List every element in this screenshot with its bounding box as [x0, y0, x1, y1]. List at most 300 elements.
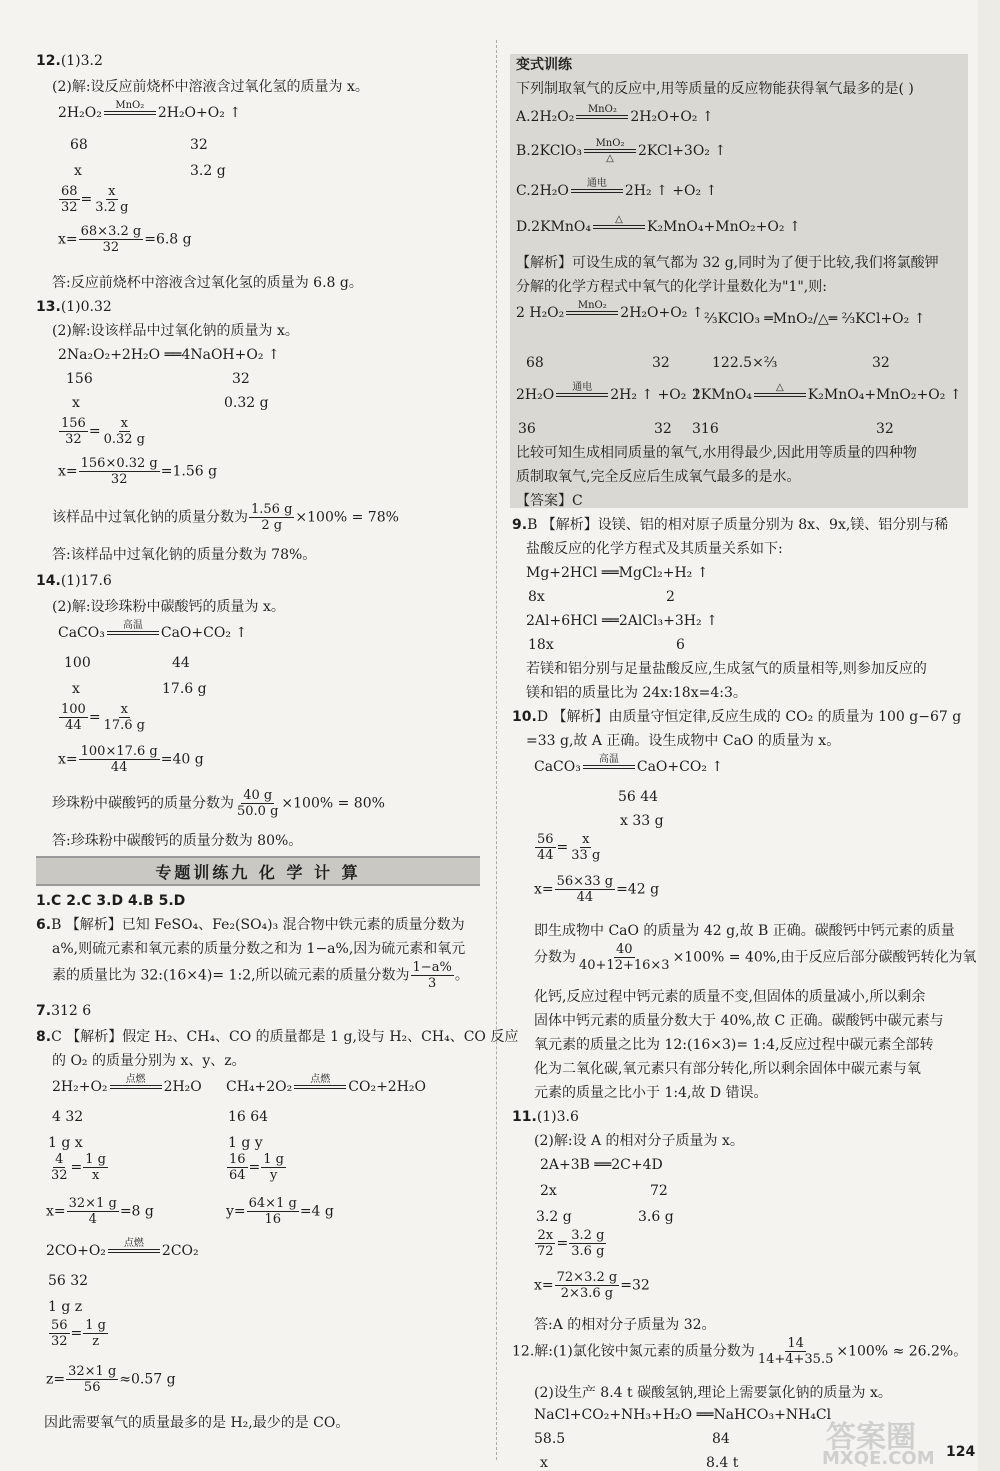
fraction — [756, 1336, 836, 1367]
right-line: 8.4 t — [706, 1455, 739, 1471]
left-line: 2Na₂O₂+2H₂O ══4NaOH+O₂ ↑ — [58, 347, 280, 363]
reaction-condition: MnO₂ — [595, 138, 625, 149]
right-line: 6 — [676, 637, 685, 653]
left-line — [58, 224, 192, 255]
right-line: 56 44 — [618, 789, 659, 805]
numerator: 56 — [537, 832, 554, 847]
right-line: 若镁和铝分别与足量盐酸反应,生成氢气的质量相等,则参加反应的 — [526, 661, 927, 677]
denominator: 44 — [576, 890, 594, 905]
column-divider — [496, 40, 497, 1460]
right-line — [512, 1336, 967, 1367]
numerator: 1 g — [85, 1152, 107, 1167]
numerator: 4 — [55, 1152, 64, 1167]
numerator: 100 — [61, 702, 86, 717]
item-text: (1)3.2 — [60, 53, 103, 69]
denominator: 3 — [428, 976, 437, 991]
equation-right: 2H₂O+O₂ ↑ — [157, 105, 242, 121]
fraction — [49, 1318, 70, 1349]
left-line: 答:珍珠粉中碳酸钙的质量分数为 80%。 — [52, 833, 303, 849]
fraction — [79, 224, 144, 255]
watermark-url: MXQE.COM — [822, 1448, 935, 1469]
fraction — [555, 874, 615, 905]
equals-sign: = — [88, 709, 101, 726]
equals-bar — [108, 1249, 160, 1253]
equation-right: CO₂+2H₂O — [348, 1079, 427, 1095]
left-line: 的 O₂ 的质量分别为 x、y、z。 — [52, 1053, 246, 1069]
reaction-condition: △ — [615, 214, 623, 225]
reaction-condition: MnO₂ — [115, 100, 145, 111]
suffix-text: =8 g — [119, 1203, 154, 1220]
left-line — [52, 788, 385, 819]
equals-bar — [754, 393, 806, 397]
suffix-text: ×100% = 78% — [295, 509, 399, 526]
left-line: 1 g y — [228, 1135, 263, 1151]
numerator: x — [120, 416, 128, 431]
left-line — [48, 1318, 109, 1349]
right-line: Mg+2HCl ══MgCl₂+H₂ ↑ — [526, 565, 709, 581]
numerator: 68×3.2 g — [80, 224, 142, 239]
left-line — [46, 1364, 176, 1395]
fraction — [535, 832, 556, 863]
equals-bar — [294, 1085, 346, 1089]
right-line: 镁和铝的质量比为 24x:18x=4:3。 — [526, 685, 747, 701]
left-line: 因此需要氧气的质量最多的是 H₂,最少的是 CO。 — [44, 1415, 350, 1431]
denominator: 44 — [110, 760, 128, 775]
equation-left: 2H₂O₂ — [58, 105, 102, 121]
equation-right: 2H₂ ↑ +O₂ ↑ — [624, 183, 718, 199]
left-line — [58, 620, 247, 646]
numerator: 1−a% — [412, 960, 452, 975]
denominator: 3.2 g — [95, 200, 129, 215]
reaction-arrow — [576, 104, 628, 130]
right-line: 36 — [518, 421, 536, 437]
left-line: 68 — [70, 137, 88, 153]
fraction — [535, 1228, 556, 1259]
reaction-arrow — [583, 754, 635, 780]
reaction-arrow — [584, 138, 636, 164]
fraction — [59, 184, 80, 215]
prefix-text: x= — [534, 1277, 554, 1294]
prefix-text: 12.解:(1)氯化铵中氮元素的质量分数为 — [512, 1343, 755, 1360]
denominator: 4 — [88, 1212, 97, 1227]
reaction-arrow — [110, 1074, 162, 1100]
left-line — [48, 1152, 109, 1183]
suffix-text: ×100% = 40%,由于反应后部分碳酸钙转化为氧 — [672, 949, 977, 966]
suffix-text: =32 — [620, 1277, 650, 1294]
left-line — [46, 1238, 199, 1264]
item-text: C 【解析】假定 H₂、CH₄、CO 的质量都是 1 g,设与 H₂、CH₄、CO 反应 — [51, 1029, 519, 1045]
left-line: 44 — [172, 655, 190, 671]
left-line: 17.6 g — [162, 681, 207, 697]
numerator: 100×17.6 g — [80, 744, 158, 759]
left-line: 0.32 g — [224, 395, 269, 411]
fraction — [83, 1152, 108, 1183]
left-line: 156 — [66, 371, 93, 387]
denominator: 17.6 g — [103, 718, 145, 733]
item-text: 312 6 — [51, 1003, 92, 1019]
right-line: (2)设生产 8.4 t 碳酸氢钠,理论上需要氯化钠的质量为 x。 — [534, 1385, 892, 1401]
left-line: x — [74, 163, 82, 179]
denominator: z — [92, 1334, 100, 1349]
denominator: 32 — [61, 200, 78, 215]
right-line: 8x — [528, 589, 545, 605]
fraction — [49, 1152, 70, 1183]
left-line: (2)解:设珍珠粉中碳酸钙的质量为 x。 — [52, 599, 285, 615]
denominator: 16 — [264, 1212, 281, 1227]
item-text: B 【解析】已知 FeSO₄、Fe₂(SO₄)₃ 混合物中铁元素的质量分数为 — [51, 917, 465, 933]
right-line: 122.5×⅔ — [712, 355, 778, 371]
numerator: 16 — [229, 1152, 246, 1167]
right-line: 氧元素的质量之比为 12:(16×3)= 1:4,反应过程中碳元素全部转 — [534, 1037, 934, 1053]
right-line: NaCl+CO₂+NH₃+H₂O ══NaHCO₃+NH₄Cl — [534, 1407, 832, 1423]
denominator: 32 — [65, 432, 82, 447]
numerator: x — [108, 184, 116, 199]
equals-bar — [556, 393, 608, 397]
right-line: ⅔KClO₃ ═MnO₂/△═ ⅔KCl+O₂ ↑ — [704, 311, 926, 327]
item-text: (1)0.32 — [60, 299, 112, 315]
suffix-text: 。 — [454, 967, 469, 984]
right-line: 分解的化学方程式中氧气的化学计量数化为"1",则: — [516, 279, 827, 295]
numerator: 156 — [61, 416, 86, 431]
reaction-condition: 高温 — [122, 620, 143, 631]
left-line — [36, 916, 465, 934]
reaction-condition: 点燃 — [123, 1238, 144, 1249]
left-line — [58, 100, 241, 126]
equation-left: CaCO₃ — [534, 759, 581, 775]
equals-sign: = — [80, 191, 93, 208]
equation-left: 2H₂O — [516, 387, 555, 403]
prefix-text: 分数为 — [534, 949, 576, 966]
equation-left: 2 H₂O₂ — [516, 305, 565, 321]
left-line — [58, 744, 204, 775]
section-banner: 专题训练九 化 学 计 算 — [36, 856, 480, 886]
reaction-arrow — [294, 1074, 346, 1100]
right-line: x — [540, 1455, 548, 1471]
item-number: 9. — [512, 517, 528, 533]
numerator: 64×1 g — [248, 1196, 297, 1211]
right-line: 答:A 的相对分子质量为 32。 — [534, 1317, 716, 1333]
reaction-condition: 点燃 — [310, 1074, 331, 1085]
page-number: 124 — [946, 1444, 976, 1460]
numerator: x — [120, 702, 128, 717]
reaction-arrow — [754, 382, 806, 408]
fraction — [569, 832, 602, 863]
item-text: D 【解析】由质量守恒定律,反应生成的 CO₂ 的质量为 100 g−67 g — [536, 709, 962, 725]
fraction — [569, 1228, 606, 1259]
prefix-text: x= — [58, 463, 78, 480]
left-line — [58, 416, 148, 447]
left-line: 答:该样品中过氧化钠的质量分数为 78%。 — [52, 547, 317, 563]
left-line — [226, 1152, 287, 1183]
fraction — [66, 1364, 118, 1395]
numerator: 40 — [616, 942, 633, 957]
prefix-text: x= — [58, 751, 78, 768]
numerator: 14 — [787, 1336, 804, 1351]
denominator: 50.0 g — [237, 804, 279, 819]
equation-right: 2CO₂ — [161, 1243, 199, 1259]
denominator: 32 — [51, 1168, 68, 1183]
right-line — [534, 754, 723, 780]
reaction-condition: MnO₂ — [577, 300, 607, 311]
equation-right: 2H₂O+O₂ ↑ — [630, 109, 714, 125]
left-line — [36, 298, 112, 316]
item-number: 12. — [36, 53, 61, 69]
equation-left: 2KMnO₄ — [692, 387, 752, 403]
left-line — [58, 184, 131, 215]
equation-right: 2H₂O+O₂ ↑ — [620, 305, 704, 321]
left-line: 答:反应前烧杯中溶液含过氧化氢的质量为 6.8 g。 — [52, 275, 363, 291]
equals-sign: = — [248, 1159, 261, 1176]
right-line — [516, 104, 714, 130]
denominator: 14+4+35.5 — [757, 1352, 834, 1367]
equals-sign: = — [556, 839, 569, 856]
suffix-text: =42 g — [616, 881, 660, 898]
right-line — [516, 300, 704, 326]
fraction — [79, 456, 160, 487]
right-line: 即生成物中 CaO 的质量为 42 g,故 B 正确。碳酸钙中钙元素的质量 — [534, 923, 955, 939]
right-line: 2 — [666, 589, 675, 605]
right-line — [534, 1270, 650, 1301]
equation-left: CH₄+2O₂ — [226, 1079, 293, 1095]
reaction-arrow — [556, 382, 608, 408]
equals-sign: = — [70, 1159, 83, 1176]
left-line — [226, 1196, 334, 1227]
left-line: 1 g x — [48, 1135, 83, 1151]
denominator: 32 — [51, 1334, 68, 1349]
denominator: 32 — [102, 240, 120, 255]
numerator: x — [582, 832, 590, 847]
right-line: 【答案】C — [516, 493, 583, 509]
left-line: (2)解:设该样品中过氧化钠的质量为 x。 — [52, 323, 299, 339]
reaction-condition: 通电 — [586, 178, 607, 189]
fraction — [227, 1152, 248, 1183]
item-number: 8. — [36, 1029, 52, 1045]
right-line: 3.2 g — [536, 1209, 572, 1225]
reaction-arrow — [593, 214, 645, 240]
item-number: 7. — [36, 1003, 52, 1019]
right-line — [516, 214, 801, 240]
fraction — [83, 1318, 108, 1349]
equation-left: C.2H₂O — [516, 183, 569, 199]
right-line: 【解析】可设生成的氧气都为 32 g,同时为了便于比较,我们将氯酸钾 — [516, 255, 939, 271]
right-line: 316 — [692, 421, 719, 437]
denominator: 32 — [110, 472, 128, 487]
equation-right: K₂MnO₄+MnO₂+O₂ ↑ — [646, 219, 801, 235]
left-line: a%,则硫元素和氧元素的质量分数之和为 1−a%,因为硫元素和氧元 — [52, 941, 466, 957]
numerator: 3.2 g — [571, 1228, 605, 1243]
right-line: 58.5 — [534, 1431, 566, 1447]
fraction — [59, 702, 88, 733]
right-line — [692, 382, 962, 408]
equation-left: D.2KMnO₄ — [516, 219, 591, 235]
denominator: 40+12+16×3 — [579, 958, 670, 973]
equals-bar — [107, 631, 159, 635]
fraction — [79, 744, 160, 775]
reaction-condition: 通电 — [572, 382, 593, 393]
prefix-text: x= — [534, 881, 554, 898]
reaction-arrow — [571, 178, 623, 204]
right-line — [512, 1108, 579, 1126]
right-line: =33 g,故 A 正确。设生成物中 CaO 的质量为 x。 — [526, 733, 841, 749]
item-text: (1)17.6 — [60, 573, 112, 589]
left-line: 16 64 — [228, 1109, 269, 1125]
right-line: 84 — [712, 1431, 730, 1447]
fraction — [67, 1196, 119, 1227]
left-line — [36, 1028, 518, 1046]
fraction — [261, 1152, 286, 1183]
equals-bar — [566, 311, 618, 315]
watermark-logo: 答案圈 — [826, 1420, 916, 1455]
numerator: 32×1 g — [68, 1196, 117, 1211]
left-line: 1.C 2.C 3.D 4.B 5.D — [36, 893, 186, 909]
suffix-text: =1.56 g — [160, 463, 218, 480]
right-line: 2A+3B ══2C+4D — [540, 1157, 663, 1173]
numerator: 2x — [537, 1228, 554, 1243]
fraction — [235, 788, 280, 819]
equals-bar — [104, 111, 156, 115]
item-text: B 【解析】设镁、铝的相对原子质量分别为 8x、9x,镁、铝分别与稀 — [527, 517, 949, 533]
fraction — [93, 184, 130, 215]
item-number: 10. — [512, 709, 537, 725]
left-line: 56 32 — [48, 1273, 89, 1289]
left-line: 32 — [232, 371, 250, 387]
equation-right: K₂MnO₄+MnO₂+O₂ ↑ — [807, 387, 962, 403]
left-line: 3.2 g — [190, 163, 226, 179]
right-line: 2Al+6HCl ══2AlCl₃+3H₂ ↑ — [526, 613, 718, 629]
right-line: 72 — [650, 1183, 668, 1199]
left-line — [36, 52, 103, 70]
denominator: 0.32 g — [103, 432, 145, 447]
equation-left: 2H₂+O₂ — [52, 1079, 108, 1095]
numerator: 1.56 g — [251, 502, 293, 517]
left-line — [58, 456, 217, 487]
equals-bar — [583, 765, 635, 769]
denominator: 56 — [83, 1380, 101, 1395]
denominator: 2×3.6 g — [560, 1286, 614, 1301]
equals-bar — [571, 189, 623, 193]
left-line: 32 — [190, 137, 208, 153]
left-line: 4 32 — [52, 1109, 84, 1125]
right-line — [534, 942, 977, 973]
left-line — [52, 502, 399, 533]
item-number: 13. — [36, 299, 61, 315]
item-number: 6. — [36, 917, 52, 933]
numerator: 72×3.2 g — [556, 1270, 618, 1285]
left-line: x — [72, 395, 80, 411]
fraction — [102, 702, 147, 733]
equation-right: CaO+CO₂ ↑ — [160, 625, 248, 641]
equation-left: A.2H₂O₂ — [516, 109, 575, 125]
suffix-text: =40 g — [160, 751, 204, 768]
right-line: (2)解:设 A 的相对分子质量为 x。 — [534, 1133, 744, 1149]
left-line — [52, 960, 469, 991]
numerator: 1 g — [85, 1318, 107, 1333]
fraction — [577, 942, 672, 973]
right-line — [512, 516, 948, 534]
reaction-condition: △ — [775, 382, 784, 393]
fraction — [249, 502, 294, 533]
reaction-arrow — [107, 620, 159, 646]
numerator: 56×33 g — [556, 874, 614, 889]
equals-sign: = — [70, 1325, 83, 1342]
numerator: 40 g — [243, 788, 273, 803]
item-number: 14. — [36, 573, 61, 589]
denominator: y — [269, 1168, 278, 1183]
right-line — [534, 1228, 607, 1259]
prefix-text: 素的质量比为 32:(16×4)= 1:2,所以硫元素的质量分数为 — [52, 967, 410, 984]
right-line: 32 — [654, 421, 672, 437]
equals-bar — [593, 225, 645, 229]
equals-sign: = — [556, 1235, 569, 1252]
denominator: 3.6 g — [571, 1244, 605, 1259]
right-line: 化钙,反应过程中钙元素的质量不变,但固体的质量减小,所以剩余 — [534, 989, 926, 1005]
right-line: 化为二氧化碳,氧元素只有部分转化,所以剩余固体中碳元素与氧 — [534, 1061, 921, 1077]
reaction-condition-below: △ — [606, 153, 614, 164]
right-line — [534, 874, 659, 905]
right-line: 变式训练 — [516, 57, 572, 73]
equation-right: 2H₂O — [163, 1079, 202, 1095]
suffix-text: ×100% ≈ 26.2%。 — [836, 1343, 968, 1360]
numerator: 1 g — [263, 1152, 285, 1167]
prefix-text: z= — [46, 1371, 66, 1388]
left-line: x — [72, 681, 80, 697]
right-line: 比较可知生成相同质量的氧气,水用得最少,因此用等质量的四种物 — [516, 445, 917, 461]
right-line: 32 — [652, 355, 670, 371]
right-line: 盐酸反应的化学方程式及其质量关系如下: — [526, 541, 783, 557]
right-line: 固体中钙元素的质量分数大于 40%,故 C 正确。碳酸钙中碳元素与 — [534, 1013, 944, 1029]
denominator: 2 g — [261, 518, 283, 533]
right-line — [516, 178, 717, 204]
suffix-text: =6.8 g — [144, 231, 192, 248]
right-line: 18x — [528, 637, 554, 653]
page-edge — [978, 0, 1000, 1471]
fraction — [555, 1270, 620, 1301]
left-line: (2)解:设反应前烧杯中溶液含过氧化氢的质量为 x。 — [52, 79, 369, 95]
prefix-text: x= — [46, 1203, 66, 1220]
left-line — [58, 702, 148, 733]
fraction — [247, 1196, 299, 1227]
denominator: x — [91, 1168, 100, 1183]
equation-right: 2H₂ ↑ +O₂ ↑ — [610, 387, 703, 403]
reaction-arrow — [566, 300, 618, 326]
fraction — [59, 416, 88, 447]
numerator: 32×1 g — [68, 1364, 117, 1379]
suffix-text: ≈0.57 g — [119, 1371, 176, 1388]
left-line — [46, 1196, 154, 1227]
reaction-condition: MnO₂ — [587, 104, 617, 115]
equation-right: CaO+CO₂ ↑ — [636, 759, 724, 775]
equals-sign: = — [88, 423, 101, 440]
right-line: 68 — [526, 355, 544, 371]
prefix-text: x= — [58, 231, 78, 248]
right-line: 2x — [540, 1183, 557, 1199]
left-line: 100 — [64, 655, 91, 671]
reaction-arrow — [104, 100, 156, 126]
equation-right: 2KCl+3O₂ ↑ — [638, 143, 727, 159]
suffix-text: ×100% = 80% — [281, 795, 385, 812]
prefix-text: 珍珠粉中碳酸钙的质量分数为 — [52, 795, 234, 812]
suffix-text: =4 g — [299, 1203, 334, 1220]
reaction-condition: 点燃 — [125, 1074, 146, 1085]
equals-bar — [576, 115, 628, 119]
denominator: 64 — [229, 1168, 246, 1183]
right-line: 3.6 g — [638, 1209, 674, 1225]
reaction-arrow — [108, 1238, 160, 1264]
numerator: 56 — [51, 1318, 68, 1333]
left-line — [226, 1074, 426, 1100]
equation-left: B.2KClO₃ — [516, 143, 583, 159]
denominator: 72 — [537, 1244, 554, 1259]
